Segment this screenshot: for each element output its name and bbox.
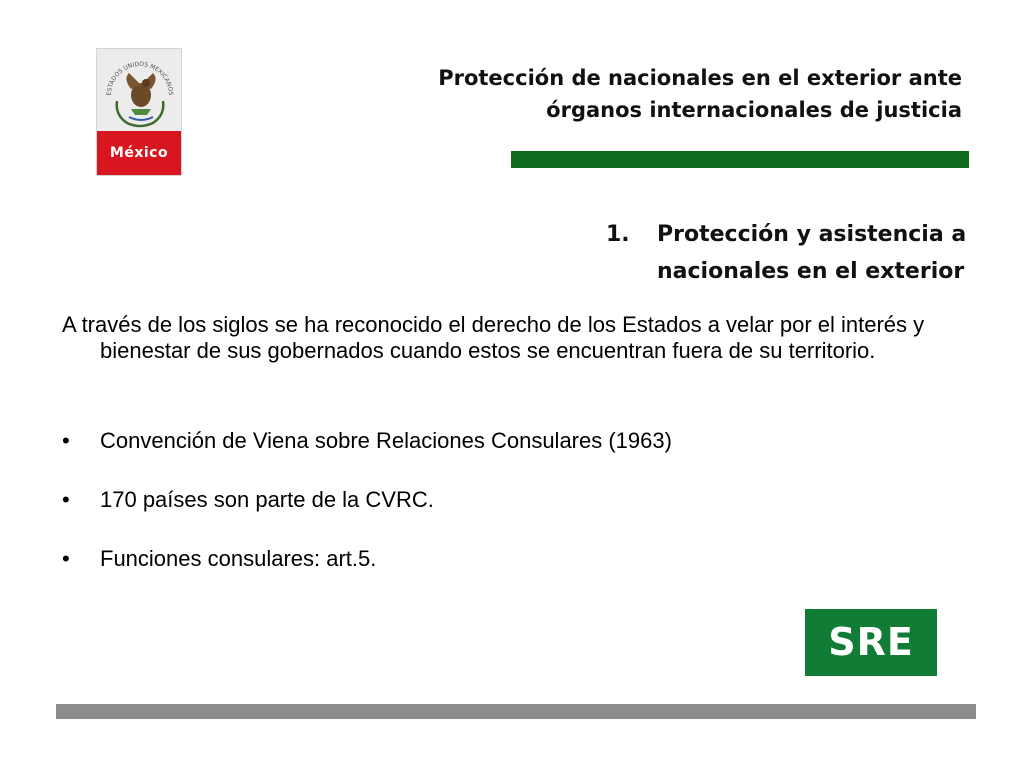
section-heading-line-2: nacionales en el exterior bbox=[657, 259, 965, 284]
sre-logo: SRE bbox=[805, 609, 937, 676]
bullet-marker: • bbox=[62, 487, 70, 512]
logo-arc-text: ESTADOS UNIDOS MEXICANOS bbox=[105, 60, 175, 96]
coat-of-arms-emblem bbox=[101, 53, 179, 133]
list-item bbox=[62, 428, 672, 454]
list-item bbox=[62, 487, 672, 513]
bullet-text: 170 países son parte de la CVRC. bbox=[100, 487, 434, 512]
footer-bar bbox=[56, 704, 976, 719]
bullet-text: Funciones consulares: art.5. bbox=[100, 546, 377, 571]
logo-country-label: México bbox=[97, 131, 181, 175]
header-title-line-1: Protección de nacionales en el exterior ante bbox=[438, 66, 962, 90]
intro-paragraph: A través de los siglos se ha reconocido el derecho de los Estados a velar por el interés y bienestar de sus gobernados cuando estos se encuentran fuera de su territorio. bbox=[62, 312, 925, 363]
header-accent-bar bbox=[511, 151, 969, 168]
header-title bbox=[402, 62, 962, 126]
mexico-government-logo bbox=[96, 48, 182, 176]
section-heading-text bbox=[657, 216, 977, 290]
bullet-text: Convención de Viena sobre Relaciones Consulares (1963) bbox=[100, 428, 672, 453]
section-heading-line-1: Protección y asistencia a bbox=[657, 222, 967, 247]
bullet-list bbox=[62, 428, 672, 605]
bullet-marker: • bbox=[62, 428, 70, 453]
header-title-line-2: órganos internacionales de justicia bbox=[546, 98, 962, 122]
section-number: 1. bbox=[606, 222, 630, 247]
bullet-marker: • bbox=[62, 546, 70, 571]
list-item bbox=[62, 546, 672, 572]
